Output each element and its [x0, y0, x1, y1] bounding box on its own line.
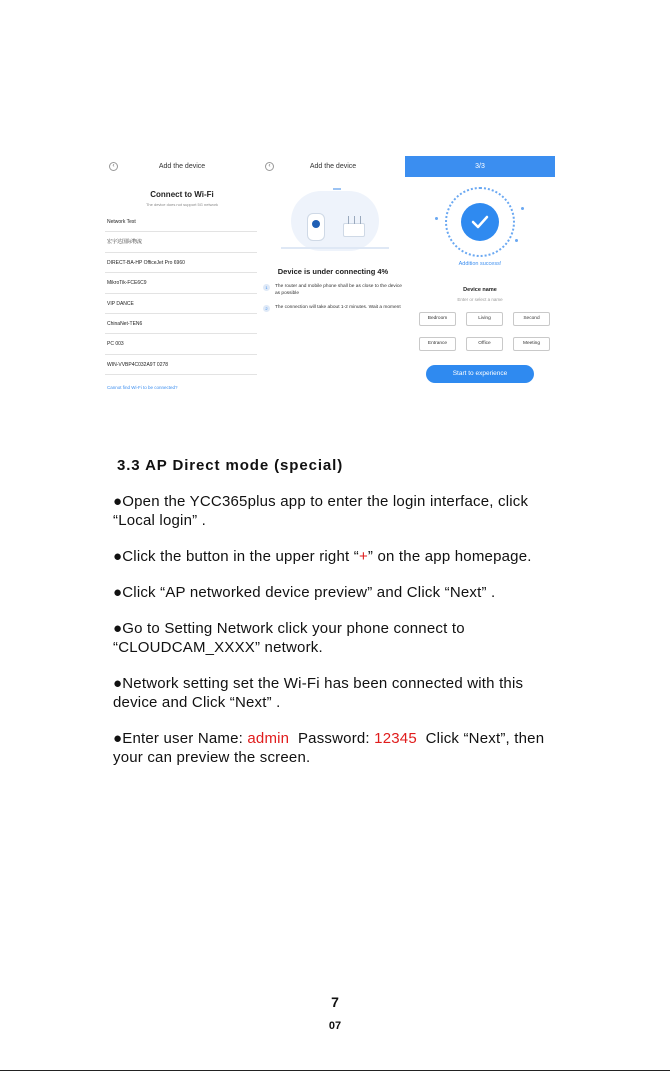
device-name-title: Device name	[463, 287, 497, 293]
step-text: The connection will take about 1-2 minutes. Wait a moment	[275, 305, 401, 310]
wifi-item[interactable]: PC 003	[105, 334, 257, 354]
name-chip[interactable]: Living	[466, 312, 503, 326]
tip-step	[261, 284, 403, 297]
wifi-item[interactable]: DIRECT-BA-HP OfficeJet Pro 6960	[105, 253, 257, 273]
wifi-item[interactable]: WIN-VVBP4C032A9T 0278	[105, 355, 257, 375]
connecting-progress: Device is under connecting 4%	[277, 267, 389, 276]
instruction-step: ●Click “AP networked device preview” and Click “Next” .	[113, 584, 496, 601]
instruction-step: ●Enter user Name: admin Password: 12345 Click “Next”, then your can preview the screen.	[113, 730, 549, 766]
camera-icon	[307, 213, 325, 241]
wifi-item[interactable]: VIP DANCE	[105, 294, 257, 314]
name-chip[interactable]: Meeting	[513, 337, 550, 351]
wifi-item[interactable]: MikroTik-FCE6C9	[105, 273, 257, 293]
name-options	[405, 312, 555, 351]
back-icon[interactable]: ‹	[109, 162, 118, 171]
password-value: 12345	[374, 730, 417, 747]
tip-step	[261, 305, 403, 312]
connecting-screen	[261, 156, 405, 396]
wifi-item[interactable]: 宏宇达国际物流	[105, 232, 257, 252]
device-name-hint: Enter or select a name	[457, 297, 503, 302]
wifi-item[interactable]: ChinaNet-TEN6	[105, 314, 257, 334]
step-indicator: 3/3	[475, 163, 485, 170]
name-chip[interactable]: Bedroom	[419, 312, 456, 326]
section-heading: 3.3 AP Direct mode (special)	[117, 457, 344, 474]
app-screenshots	[105, 156, 557, 396]
screen-header	[105, 156, 259, 177]
back-icon[interactable]: ‹	[265, 162, 274, 171]
connect-subtitle: The device does not support 5G network	[145, 202, 219, 207]
bottom-divider	[0, 1070, 670, 1071]
plus-icon: +	[358, 548, 368, 565]
start-experience-button[interactable]: Start to experience	[426, 365, 534, 383]
instruction-step: ●Open the YCC365plus app to enter the login interface, click “Local login” .	[113, 493, 529, 529]
header-title: Add the device	[309, 163, 357, 170]
name-chip[interactable]: Office	[466, 337, 503, 351]
checkmark-icon	[461, 203, 499, 241]
name-chip[interactable]: Second	[513, 312, 550, 326]
instruction-step: ●Click the button in the upper right “+” on the app homepage.	[113, 548, 532, 565]
header-title: Add the device	[158, 163, 206, 170]
instruction-step: ●Go to Setting Network click your phone connect to “CLOUDCAM_XXXX” network.	[113, 620, 465, 656]
step-number: 1	[263, 284, 270, 291]
instructions	[113, 457, 558, 767]
connecting-illustration	[261, 177, 405, 257]
wifi-help-link[interactable]: Cannot find Wi-Fi to be connected?	[107, 385, 178, 391]
success-illustration	[405, 177, 555, 267]
success-message: Addition success!	[458, 261, 502, 267]
name-chip[interactable]: Entrance	[419, 337, 456, 351]
step-text: The router and mobile phone shall be as close to the device as possible	[275, 284, 402, 296]
screen-header	[261, 156, 405, 177]
instruction-step: ●Network setting set the Wi-Fi has been connected with this device and Click “Next” .	[113, 675, 524, 711]
wifi-select-screen	[105, 156, 259, 396]
connect-title: Connect to Wi-Fi	[150, 190, 214, 199]
username-value: admin	[247, 730, 290, 747]
page-number: 7	[331, 994, 339, 1010]
success-screen	[405, 156, 555, 396]
screen-header	[405, 156, 555, 177]
step-number: 2	[263, 305, 270, 312]
router-icon	[343, 223, 365, 237]
wifi-item[interactable]: Network Test	[105, 212, 257, 232]
page-number-small: 07	[328, 1020, 342, 1032]
